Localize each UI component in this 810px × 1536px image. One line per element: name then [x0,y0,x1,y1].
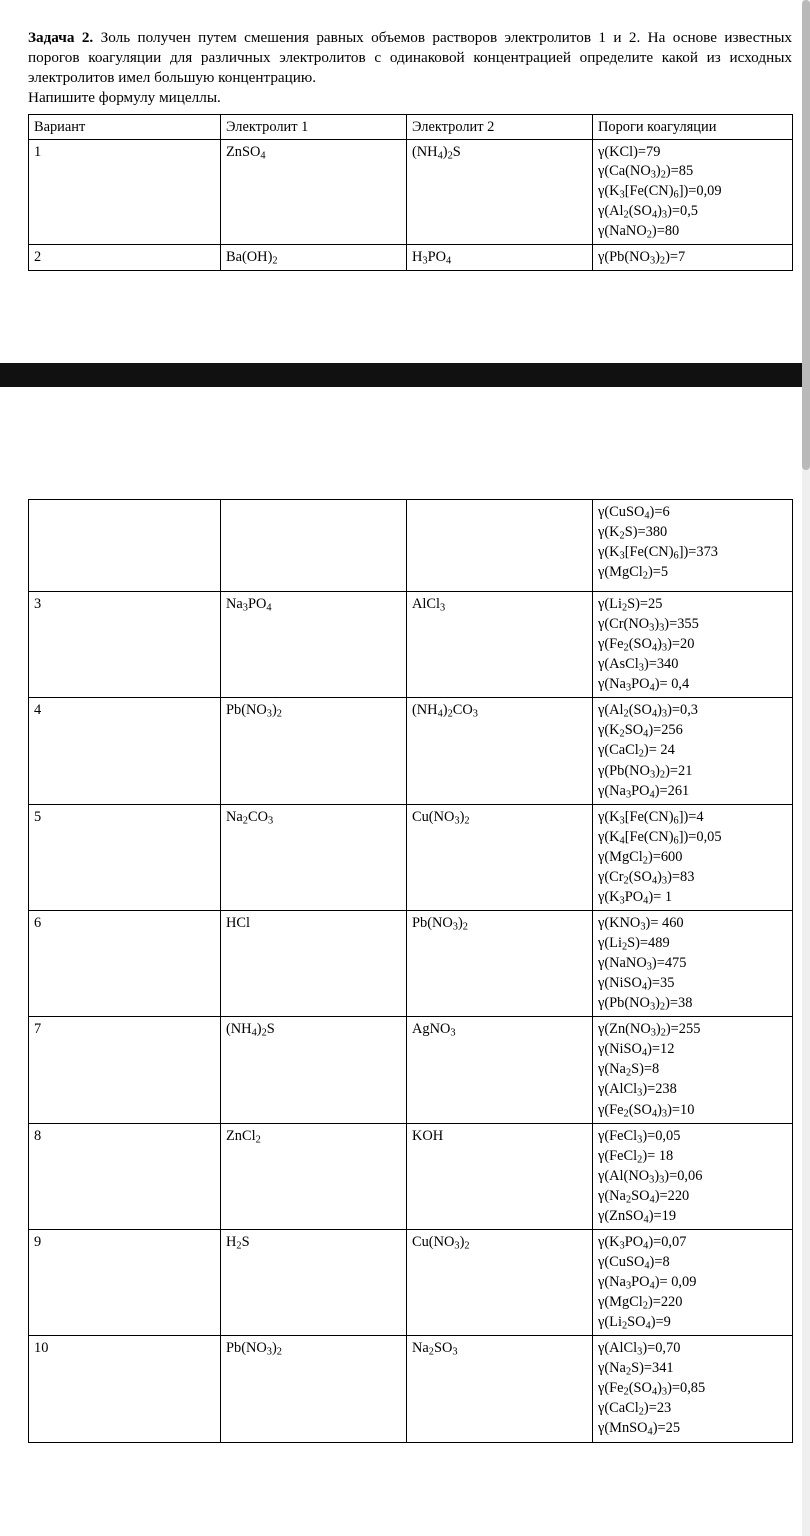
table-row [29,910,793,1016]
threshold-line: $\gamma(K_3PO_4)= 1$ [598,888,673,907]
cell-electrolyte-2: $Cu(NO_3)_2$ [407,804,593,910]
threshold-line: γ(MnSO$_4$)=25 [598,1420,681,1439]
threshold-line: γ(FeCl$_2$)= 18 [598,1147,674,1166]
cell-thresholds [593,804,793,910]
cell-electrolyte-2: $(NH_4)_2S$ [407,139,593,244]
cell-electrolyte-1: $Pb(NO_3)_2$ [221,698,407,804]
black-divider-bar [0,363,810,387]
cell-electrolyte-2 [407,500,593,592]
threshold-line: $\gamma(Fe_2(SO_4)_3)=0,85$ [598,1380,706,1398]
cell-electrolyte-2: $(NH_4)_2CO_3$ [407,698,593,804]
cell-thresholds [593,1017,793,1123]
threshold-line: $\gamma(Na_3PO_4)=261$ [598,782,690,801]
table-row [29,698,793,804]
cell-variant: 8 [29,1123,221,1229]
cell-variant: 3 [29,592,221,698]
threshold-line: $\gamma(KNO_3)= 460$ [598,914,684,933]
cell-electrolyte-2: KOH [407,1123,593,1229]
cell-variant: 5 [29,804,221,910]
threshold-line: $\gamma(K_3[Fe(CN)_6])=4$ [598,808,704,827]
threshold-line: $\gamma(Fe_2(SO_4)_3)=10$ [598,1101,695,1120]
cell-electrolyte-2: $Cu(NO_3)_2$ [407,1229,593,1335]
cell-electrolyte-1: $(NH_4)_2S$ [221,1017,407,1123]
header-electrolyte-1: Электролит 1 [221,115,407,140]
cell-variant: 1 [29,139,221,244]
task-paragraph [28,28,792,88]
cell-electrolyte-1 [221,500,407,592]
threshold-line: $\gamma(Na_2SO_4)=220$ [598,1187,690,1206]
cell-electrolyte-1: $Pb(NO_3)_2$ [221,1336,407,1442]
threshold-line: $\gamma(Fe_2(SO_4)_3)=20$ [598,636,695,654]
cell-thresholds [593,910,793,1016]
threshold-line: γ(MgCl$_2$)=600 [598,848,683,867]
cell-thresholds [593,1229,793,1335]
header-coagulation-thresholds: Пороги коагуляции [593,115,793,140]
threshold-line: γ(NaNO$_3$)=475 [598,955,687,973]
cell-thresholds [593,139,793,244]
threshold-line: $\gamma(K_3[Fe(CN)_6])=0,09$ [598,182,722,201]
spacer [0,387,810,493]
threshold-line: γ(AsCl$_3$)=340 [598,656,679,674]
cell-thresholds [593,592,793,698]
table-row [29,1336,793,1442]
header-variant: Вариант [29,115,221,140]
threshold-line: γ(MgCl$_2$)=220 [598,1294,683,1312]
threshold-line: γ(CaCl$_2$)=23 [598,1400,672,1418]
threshold-line: $\gamma(Cr_2(SO_4)_3)=83$ [598,868,695,887]
cell-thresholds [593,698,793,804]
cell-variant [29,500,221,592]
threshold-line: $\gamma(Na_2S)=8$ [598,1061,660,1079]
threshold-line: $\gamma(Ca(NO_3)_2)=85$ [598,162,694,181]
threshold-line: γ(MgCl$_2$)=5 [598,564,669,582]
threshold-line: γ(FeCl$_3$)=0,05 [598,1127,681,1146]
cell-variant: 7 [29,1017,221,1123]
threshold-line: γ(CuSO$_4$)=6 [598,504,670,522]
threshold-line: $\gamma(Pb(NO_3)_2)=38$ [598,995,693,1013]
task-line2: Напишите формулу мицеллы. [28,89,221,107]
cell-variant: 6 [29,910,221,1016]
lower-block [0,499,810,1443]
table-row [29,1017,793,1123]
cell-thresholds [593,244,793,270]
task-body: Золь получен путем смешения равных объемов растворов электролитов 1 и 2. На основе известных порогов коагуляции для различных электролитов с одинаковой концентрацией определите какой из исходных электролитов имел большую концентрацию. [28,29,793,87]
threshold-line: γ(NaNO$_2$)=80 [598,222,680,241]
table-row [29,804,793,910]
table-row [29,244,793,270]
threshold-line: γ(CuSO$_4$)=8 [598,1253,670,1272]
table-row [29,592,793,698]
table-row [29,139,793,244]
task-label: Задача 2. [28,29,94,46]
threshold-line: γ(CaCl$_2$)= 24 [598,742,675,761]
thresholds-table-top [28,114,793,271]
threshold-line: γ(AlCl$_3$)=0,70 [598,1340,681,1358]
threshold-line: $\gamma(Na_3PO_4)= 0,4$ [598,676,690,694]
threshold-line: $\gamma(Li_2S)=25$ [598,596,663,614]
cell-electrolyte-1: ZnCl$_2$ [221,1123,407,1229]
cell-variant: 4 [29,698,221,804]
table-row [29,1123,793,1229]
table-row [29,1229,793,1335]
cell-electrolyte-1: $H_2S$ [221,1229,407,1335]
threshold-line: $\gamma(K_2SO_4)=256$ [598,722,683,740]
cell-electrolyte-1: ZnSO$_4$ [221,139,407,244]
threshold-line: $\gamma(K_3PO_4)=0,07$ [598,1233,687,1252]
cell-electrolyte-2: AgNO$_3$ [407,1017,593,1123]
threshold-line: $\gamma(Li_2SO_4)=9$ [598,1314,671,1332]
cell-variant: 2 [29,244,221,270]
threshold-line: γ(AlCl$_3$)=238 [598,1081,677,1100]
table-header-row [29,115,793,140]
cell-thresholds [593,500,793,592]
threshold-line: $\gamma(Al_2(SO_4)_3)=0,3$ [598,702,699,720]
cell-electrolyte-1: $Ba(OH)_2$ [221,244,407,270]
threshold-line: γ(ZnSO$_4$)=19 [598,1207,677,1226]
threshold-line: $\gamma(Al_2(SO_4)_3)=0,5$ [598,202,699,221]
threshold-line: γ(KCl)=79 [598,143,661,160]
cell-electrolyte-2: AlCl$_3$ [407,592,593,698]
threshold-line: $\gamma(Na_3PO_4)= 0,09$ [598,1274,697,1292]
table-bottom-body [29,500,793,1443]
threshold-line: $\gamma(K_3[Fe(CN)_6])=373$ [598,544,718,562]
cell-electrolyte-2: $Pb(NO_3)_2$ [407,910,593,1016]
task-block [0,0,810,271]
cell-electrolyte-2: $Na_2SO_3$ [407,1336,593,1442]
threshold-line: $\gamma(Zn(NO_3)_2)=255$ [598,1021,701,1039]
table-top-body [29,139,793,270]
scrollbar[interactable] [802,0,810,1536]
threshold-line: $\gamma(Cr(NO_3)_3)=355$ [598,616,699,634]
scrollbar-thumb[interactable] [802,0,810,470]
cell-electrolyte-2: $H_3PO_4$ [407,244,593,270]
cell-variant: 10 [29,1336,221,1442]
threshold-line: $\gamma(K_4[Fe(CN)_6])=0,05$ [598,828,722,847]
cell-electrolyte-1: HCl [221,910,407,1016]
threshold-line: $\gamma(Pb(NO_3)_2)=7$ [598,248,686,267]
header-electrolyte-2: Электролит 2 [407,115,593,140]
cell-thresholds [593,1123,793,1229]
cell-electrolyte-1: $Na_3PO_4$ [221,592,407,698]
thresholds-table-bottom [28,499,793,1443]
threshold-line: $\gamma(Na_2S)=341$ [598,1360,674,1378]
threshold-line: γ(NiSO$_4$)=12 [598,1041,675,1059]
threshold-line: $\gamma(Al(NO_3)_3)=0,06$ [598,1167,703,1186]
threshold-line: $\gamma(Pb(NO_3)_2)=21$ [598,762,693,781]
cell-electrolyte-1: $Na_2CO_3$ [221,804,407,910]
cell-thresholds [593,1336,793,1442]
threshold-line: $\gamma(Li_2S)=489$ [598,935,670,953]
table-row [29,500,793,592]
threshold-line: γ(NiSO$_4$)=35 [598,975,675,993]
threshold-line: $\gamma(K_2S)=380$ [598,524,668,542]
cell-variant: 9 [29,1229,221,1335]
